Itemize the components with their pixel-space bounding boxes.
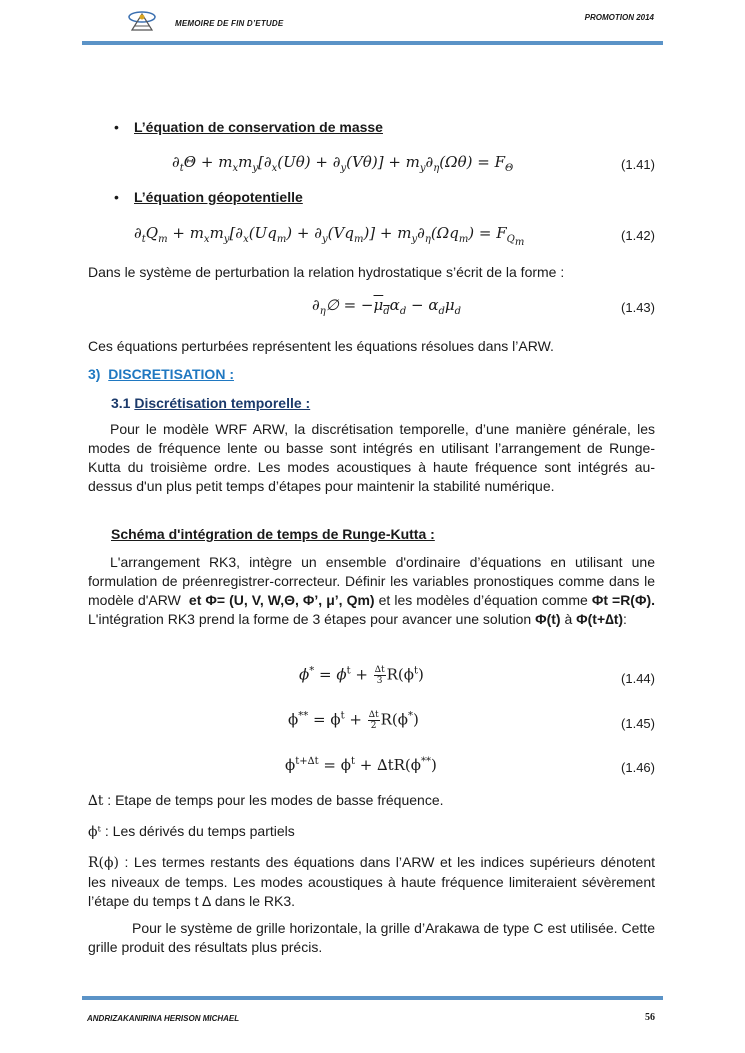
section-title: DISCRETISATION : xyxy=(108,366,234,382)
header-promotion: PROMOTION 2014 xyxy=(584,13,654,22)
header-rule xyxy=(82,41,663,45)
subsection-number: 3.1 xyxy=(111,395,131,411)
equation-1-44: $\phi^* = \phi^t$ + $\frac{\Delta t}{3}$ $R(\phi^t)$ xyxy=(299,665,424,686)
header-title: MEMOIRE DE FIN D’ETUDE xyxy=(175,19,284,28)
equation-1-42: $\partial_tQ_m + m_xm_y[\partial_x(Uq_m) + \partial_y(Vq_m)] + m_y\partial_\eta(\Omega q_m) = F_{Q_m}$ xyxy=(134,224,525,248)
university-logo-icon xyxy=(126,8,158,32)
section-number: 3) xyxy=(88,366,101,382)
subsection-heading xyxy=(111,395,310,411)
equation-number: (1.41) xyxy=(621,157,655,172)
bullet-icon: • xyxy=(114,189,119,205)
definition-phit: ϕᵗ : Les dérivés du temps partiels xyxy=(88,823,295,840)
equation-number: (1.46) xyxy=(621,760,655,775)
equation-1-43: $\partial_\eta\emptyset = -\mu_d\alpha_d - \alpha_d\mu_d$ xyxy=(312,296,462,317)
footer-author: ANDRIZAKANIRINA HERISON MICHAEL xyxy=(87,1014,240,1023)
section-heading xyxy=(88,366,234,382)
equation-1-45: $\phi^{**} = \phi^t$ + $\frac{\Delta t}{2}$ R(ϕ*) xyxy=(288,710,419,731)
equation-1-41: $\partial_t\Theta + m_xm_y[\partial_x(U\theta) + \partial_y(V\theta)] + m_y\partial_\eta(\Omega\theta) = F_\Theta$ xyxy=(172,153,514,174)
bullet-icon: • xyxy=(114,119,119,135)
paragraph-hydrostatic: Dans le système de perturbation la relation hydrostatique s’écrit de la forme : xyxy=(88,264,565,280)
footer-rule xyxy=(82,996,663,1000)
definition-dt: ∆t : Etape de temps pour les modes de basse fréquence. xyxy=(88,792,444,809)
bullet-heading-geopotential: L’équation géopotentielle xyxy=(134,189,303,205)
paragraph-grid: Pour le système de grille horizontale, la grille d’Arakawa de type C est utilisée. Cette grille produit des résultats plus précis. xyxy=(88,920,655,955)
paragraph-rk3: L'arrangement RK3, intègre un ensemble d'ordinaire d’équations en utilisant une formulation de préenregistrer-correcteur. Définir les variables pronostiques comme dans le modèle d'ARW et Φ= (U, V, W,Θ, Φ’, μ’, Qm) et les modèles d’équation comme Φt =R(Φ). L'intégration RK3 prend la forme de 3 étapes pour avancer une solution Φ(t) à Φ(t+∆t): xyxy=(88,554,656,627)
bullet-heading-mass: L’équation de conservation de masse xyxy=(134,119,383,135)
equation-number: (1.42) xyxy=(621,228,655,243)
equation-1-46: $\phi^{t+\Delta t} = \phi^t + \Delta tR(\phi^{**})$ xyxy=(285,756,437,774)
paragraph-wrf: Pour le modèle WRF ARW, la discrétisation temporelle, d’une manière générale, les modes de fréquence lente ou basse sont intégrés en utilisant l’arrangement de Runge-Kutta du troisième ordre. Les modes acoustiques à haute fréquence sont intégrés au-dessus d'un plus petit temps d’étapes pour maintenir la stabilité numérique. xyxy=(88,421,655,494)
equation-number: (1.44) xyxy=(621,671,655,686)
paragraph-equations: Ces équations perturbées représentent les équations résolues dans l’ARW. xyxy=(88,338,554,354)
schema-heading: Schéma d'intégration de temps de Runge-Kutta : xyxy=(111,526,435,542)
page-number: 56 xyxy=(645,1012,655,1023)
subsection-title: Discrétisation temporelle : xyxy=(134,395,311,411)
equation-number: (1.43) xyxy=(621,300,655,315)
definition-r: R(ϕ) : Les termes restants des équations dans l’ARW et les indices supérieurs dénotent les niveaux de temps. Les modes acoustiques à haute fréquence limiteraient sévèrement l’étape du temps t ∆ dans le RK3. xyxy=(88,854,656,909)
equation-number: (1.45) xyxy=(621,716,655,731)
